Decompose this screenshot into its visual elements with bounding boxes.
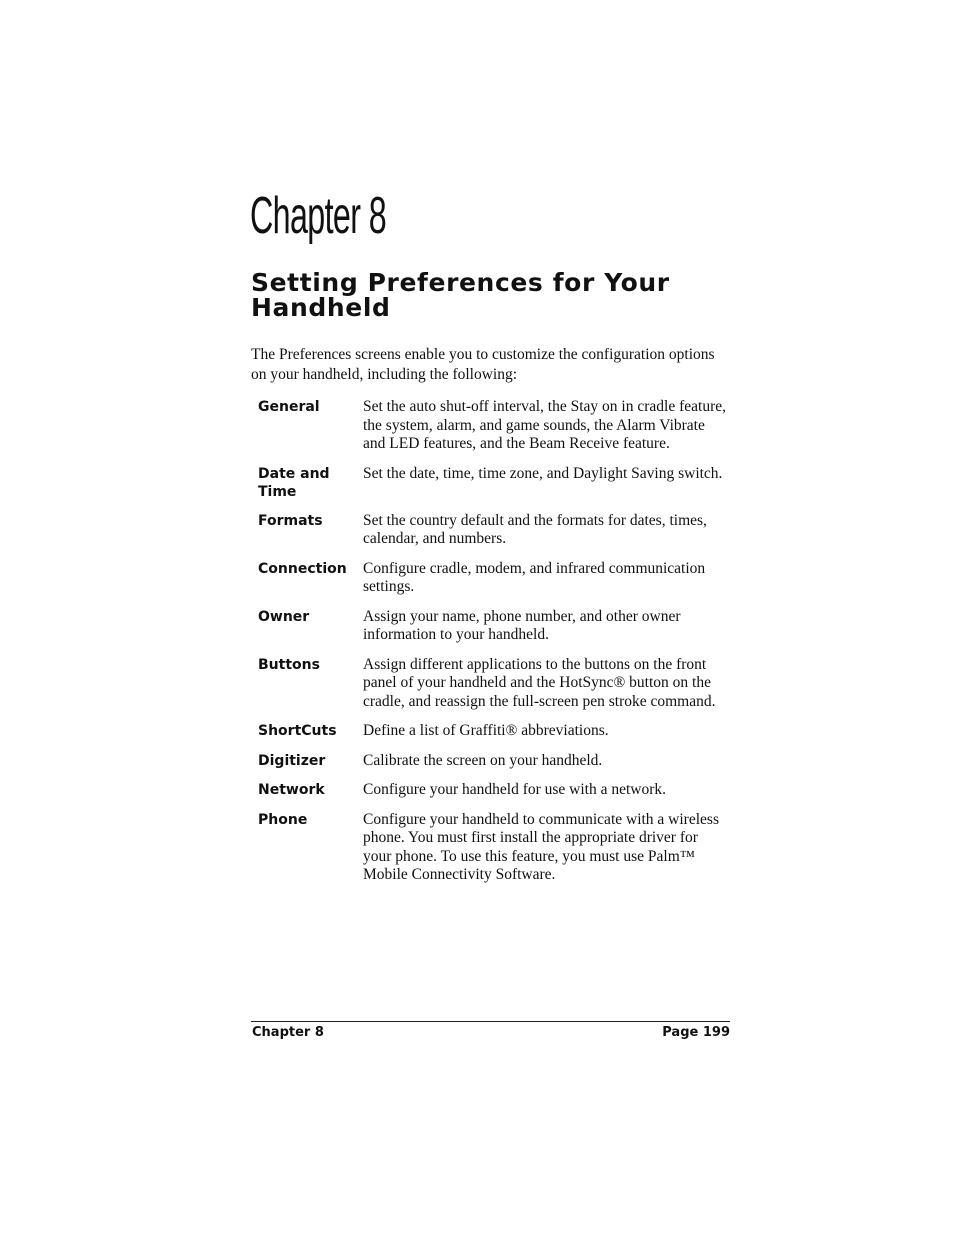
chapter-heading: Chapter 8 — [250, 187, 387, 245]
preference-description: Assign your name, phone number, and other owner information to your handheld. — [363, 607, 681, 643]
preference-row — [258, 512, 728, 560]
preference-row — [258, 781, 728, 811]
preference-name: ShortCuts — [258, 723, 337, 739]
preference-description: Configure your handheld for use with a network. — [363, 781, 667, 798]
preference-description: Calibrate the screen on your handheld. — [363, 751, 603, 769]
preference-row — [258, 722, 728, 752]
preference-row — [258, 560, 728, 608]
preference-row — [258, 608, 728, 656]
preference-description: Assign different applications to the buttons on the front panel of your handheld and the HotSync® button on the cradle, and reassign the full-screen pen stroke command. — [363, 655, 716, 710]
preference-name: Formats — [258, 512, 323, 529]
preference-description: Set the country default and the formats for dates, times, calendar, and numbers. — [363, 511, 707, 547]
chapter-title: Setting Preferences for Your Handheld — [251, 268, 670, 322]
preference-name: Phone — [258, 811, 308, 828]
footer-divider — [251, 1021, 730, 1022]
preference-row — [258, 465, 728, 512]
preference-name: General — [258, 399, 320, 415]
preference-row — [258, 811, 728, 896]
footer-page-number: Page 199 — [662, 1025, 730, 1040]
intro-paragraph: The Preferences screens enable you to customize the configuration options on your handheld, including the following: — [251, 346, 715, 383]
preference-description: Define a list of Graffiti® abbreviations. — [363, 722, 609, 739]
preference-description: Set the auto shut-off interval, the Stay on in cradle feature, the system, alarm, and game sounds, the Alarm Vibrate and LED features, and the Beam Receive feature. — [363, 398, 726, 452]
preference-name: Network — [258, 782, 325, 798]
preferences-table — [258, 398, 728, 896]
preference-name: Connection — [258, 560, 347, 577]
footer-chapter: Chapter 8 — [252, 1025, 324, 1040]
preference-row — [258, 656, 728, 723]
preference-description: Set the date, time, time zone, and Daylight Saving switch. — [363, 464, 723, 482]
preference-row — [258, 752, 728, 782]
preference-row — [258, 398, 728, 465]
preference-name: Owner — [258, 608, 310, 625]
preference-name: Buttons — [258, 656, 320, 673]
preference-description: Configure your handheld to communicate with a wireless phone. You must first install the appropriate driver for your phone. To use this feature, you must use Palm™ Mobile Connectivity Software. — [363, 810, 719, 883]
preference-name: Date and Time — [258, 465, 330, 500]
preference-description: Configure cradle, modem, and infrared communication settings. — [363, 559, 706, 595]
preference-name: Digitizer — [258, 752, 326, 769]
